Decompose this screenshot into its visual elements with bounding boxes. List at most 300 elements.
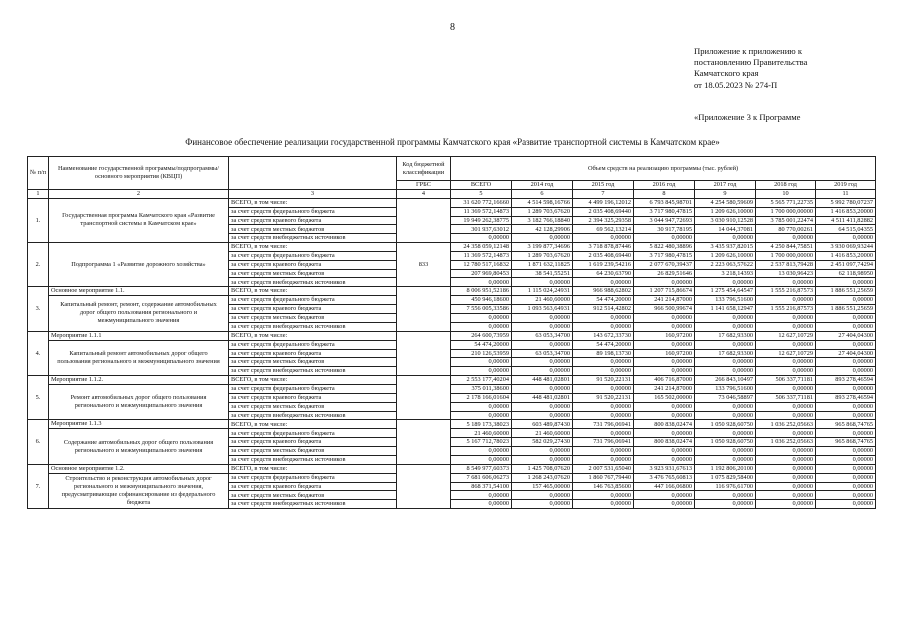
year-amount: 69 562,13214	[573, 225, 634, 234]
year-amount: 0,00000	[695, 313, 756, 322]
year-amount: 0,00000	[695, 322, 756, 331]
year-amount: 1 416 853,20000	[816, 207, 876, 216]
table-row	[28, 296, 876, 305]
year-amount: 3 717 980,47815	[634, 207, 695, 216]
year-amount: 0,00000	[756, 429, 816, 438]
year-amount: 0,00000	[573, 429, 634, 438]
year-amount: 0,00000	[756, 322, 816, 331]
year-amount: 0,00000	[816, 482, 876, 491]
total-amount: 0,00000	[451, 500, 512, 509]
total-amount: 0,00000	[451, 491, 512, 500]
year-amount: 17 682,93300	[695, 331, 756, 340]
funding-source-label: за счет средств внебюджетных источников	[229, 500, 397, 509]
total-amount: 2 178 166,01604	[451, 393, 512, 402]
year-amount: 800 838,02474	[634, 420, 695, 429]
funding-source-label: ВСЕГО, в том числе:	[229, 243, 397, 252]
page-number: 8	[450, 22, 455, 33]
grbs-code	[397, 464, 451, 508]
year-amount: 0,00000	[634, 367, 695, 376]
year-amount: 0,00000	[756, 358, 816, 367]
funding-source-label: за счет средств краевого бюджета	[229, 393, 397, 402]
year-amount: 0,00000	[695, 500, 756, 509]
table-row	[28, 385, 876, 394]
year-amount: 966 500,99674	[634, 305, 695, 314]
year-amount: 1 141 658,12947	[695, 305, 756, 314]
year-amount: 3 717 980,47815	[634, 251, 695, 260]
item-description: Капитальный ремонт, ремонт, содержание автомобильных дорог общего пользования регионального и межмуниципального значения	[49, 296, 229, 331]
column-index: 9	[695, 190, 756, 199]
total-amount: 210 126,53959	[451, 349, 512, 358]
funding-source-label: за счет средств федерального бюджета	[229, 429, 397, 438]
appendix-line: Камчатского края	[694, 68, 759, 79]
year-amount: 5 822 480,38896	[634, 243, 695, 252]
year-amount: 4 514 598,16766	[512, 198, 573, 207]
year-amount: 1 268 243,07620	[512, 473, 573, 482]
item-name: Основное мероприятие 1.1.	[49, 287, 229, 296]
row-number: 6.	[28, 420, 49, 464]
column-index: 10	[756, 190, 816, 199]
year-amount: 0,00000	[816, 367, 876, 376]
year-amount: 506 337,71181	[756, 393, 816, 402]
item-description: Ремонт автомобильных дорог общего пользования регионального и межмуниципального значения	[49, 385, 229, 420]
item-description: Капитальный ремонт автомобильных дорог общего пользования регионального и межмуниципального значения	[49, 340, 229, 375]
year-amount: 582 029,27430	[512, 438, 573, 447]
funding-source-label: за счет средств местных бюджетов	[229, 225, 397, 234]
appendix-block	[694, 46, 807, 91]
year-amount: 241 214,87000	[634, 296, 695, 305]
year-amount: 1 093 563,64931	[512, 305, 573, 314]
year-amount: 3 435 937,82015	[695, 243, 756, 252]
year-amount: 0,00000	[573, 385, 634, 394]
total-amount: 7 556 005,33586	[451, 305, 512, 314]
year-amount: 0,00000	[695, 234, 756, 243]
funding-source-label: за счет средств краевого бюджета	[229, 349, 397, 358]
year-amount: 893 278,46594	[816, 393, 876, 402]
year-amount: 2 394 325,29358	[573, 216, 634, 225]
year-amount: 0,00000	[756, 402, 816, 411]
year-amount: 0,00000	[573, 367, 634, 376]
year-amount: 0,00000	[816, 402, 876, 411]
year-amount: 0,00000	[512, 340, 573, 349]
funding-source-label: за счет средств краевого бюджета	[229, 216, 397, 225]
year-amount: 603 489,87430	[512, 420, 573, 429]
year-amount: 0,00000	[756, 411, 816, 420]
year-amount: 5 565 771,22735	[756, 198, 816, 207]
funding-source-label: за счет средств федерального бюджета	[229, 296, 397, 305]
year-amount: 0,00000	[816, 411, 876, 420]
header-num: № п/п	[28, 157, 49, 190]
item-description: Строительство и реконструкция автомобильных дорог регионального и межмуниципального значения, предусматривающие софинансирование из федерального бюджета	[49, 473, 229, 508]
year-amount: 506 337,71181	[756, 376, 816, 385]
year-amount: 0,00000	[756, 491, 816, 500]
appendix-reference: «Приложение 3 к Программе	[694, 112, 801, 122]
funding-source-label: за счет средств краевого бюджета	[229, 305, 397, 314]
year-amount: 2 451 097,74294	[816, 260, 876, 269]
funding-source-label: ВСЕГО, в том числе:	[229, 198, 397, 207]
row-number: 7.	[28, 464, 49, 508]
table-row	[28, 473, 876, 482]
year-amount: 0,00000	[816, 340, 876, 349]
year-amount: 133 796,51600	[695, 296, 756, 305]
year-amount: 1 871 632,11825	[512, 260, 573, 269]
row-number: 2.	[28, 243, 49, 287]
header-year: 2018 год	[756, 181, 816, 190]
funding-source-label: ВСЕГО, в том числе:	[229, 331, 397, 340]
year-amount: 1 275 454,64547	[695, 287, 756, 296]
year-amount: 965 868,74765	[816, 420, 876, 429]
column-index: 8	[634, 190, 695, 199]
year-amount: 0,00000	[573, 491, 634, 500]
year-amount: 0,00000	[573, 500, 634, 509]
year-amount: 0,00000	[512, 385, 573, 394]
year-amount: 0,00000	[756, 296, 816, 305]
year-amount: 0,00000	[512, 447, 573, 456]
year-amount: 38 541,55251	[512, 269, 573, 278]
year-amount: 6 793 845,98701	[634, 198, 695, 207]
total-amount: 0,00000	[451, 411, 512, 420]
total-amount: 5 167 712,78023	[451, 438, 512, 447]
year-amount: 165 502,00000	[634, 393, 695, 402]
year-amount: 1 075 829,58400	[695, 473, 756, 482]
year-amount: 3 199 877,34696	[512, 243, 573, 252]
year-amount: 0,00000	[816, 322, 876, 331]
year-amount: 0,00000	[695, 340, 756, 349]
year-amount: 0,00000	[634, 278, 695, 287]
year-amount: 800 838,02474	[634, 438, 695, 447]
year-amount: 0,00000	[816, 358, 876, 367]
year-amount: 143 672,33730	[573, 331, 634, 340]
funding-source-label: за счет средств федерального бюджета	[229, 473, 397, 482]
item-description: Содержание автомобильных дорог общего пользования регионального и межмуниципального значения	[49, 429, 229, 464]
total-amount: 207 969,80453	[451, 269, 512, 278]
year-amount: 27 404,04300	[816, 349, 876, 358]
year-amount: 2 077 670,39437	[634, 260, 695, 269]
total-amount: 21 460,60000	[451, 429, 512, 438]
total-amount: 264 600,73959	[451, 331, 512, 340]
funding-source-label: за счет средств внебюджетных источников	[229, 455, 397, 464]
item-name: Подпрограмма 1 «Развитие дорожного хозяйства»	[49, 243, 229, 287]
year-amount: 0,00000	[512, 278, 573, 287]
year-amount: 0,00000	[512, 455, 573, 464]
total-amount: 24 358 059,12148	[451, 243, 512, 252]
row-number: 3.	[28, 287, 49, 331]
funding-source-label: за счет средств местных бюджетов	[229, 447, 397, 456]
year-amount: 0,00000	[816, 234, 876, 243]
funding-source-label: ВСЕГО, в том числе:	[229, 420, 397, 429]
year-amount: 0,00000	[634, 447, 695, 456]
year-amount: 116 976,61700	[695, 482, 756, 491]
table-row	[28, 376, 876, 385]
item-name: Государственная программа Камчатского края «Развитие транспортной системы в Камчатском крае»	[49, 198, 229, 242]
funding-source-label: за счет средств федерального бюджета	[229, 385, 397, 394]
year-amount: 2 537 813,79428	[756, 260, 816, 269]
year-amount: 27 404,04300	[816, 331, 876, 340]
year-amount: 0,00000	[756, 500, 816, 509]
year-amount: 241 214,87000	[634, 385, 695, 394]
year-amount: 0,00000	[512, 411, 573, 420]
year-amount: 0,00000	[573, 278, 634, 287]
funding-source-label: за счет средств местных бюджетов	[229, 491, 397, 500]
year-amount: 0,00000	[634, 402, 695, 411]
funding-source-label: ВСЕГО, в том числе:	[229, 464, 397, 473]
year-amount: 1 050 928,60750	[695, 420, 756, 429]
year-amount: 4 499 196,12012	[573, 198, 634, 207]
item-name: Основное мероприятие 1.2.	[49, 464, 229, 473]
year-amount: 0,00000	[634, 340, 695, 349]
total-amount: 31 620 772,16660	[451, 198, 512, 207]
header-year: 2016 год	[634, 181, 695, 190]
year-amount: 0,00000	[695, 429, 756, 438]
year-amount: 1 886 551,25659	[816, 287, 876, 296]
year-amount: 3 930 069,93244	[816, 243, 876, 252]
column-index-row	[28, 190, 876, 199]
year-amount: 17 682,93300	[695, 349, 756, 358]
funding-source-label: за счет средств внебюджетных источников	[229, 278, 397, 287]
table-row	[28, 464, 876, 473]
year-amount: 0,00000	[816, 385, 876, 394]
year-amount: 3 923 931,67613	[634, 464, 695, 473]
total-amount: 11 369 572,14873	[451, 251, 512, 260]
year-amount: 1 289 703,67620	[512, 251, 573, 260]
year-amount: 26 829,51646	[634, 269, 695, 278]
year-amount: 0,00000	[816, 313, 876, 322]
table-row	[28, 331, 876, 340]
header-grbs: ГРБС	[397, 181, 451, 190]
header-volume: Объем средств на реализацию программы (тыс. рублей)	[451, 157, 876, 181]
year-amount: 0,00000	[634, 322, 695, 331]
year-amount: 1 115 024,24931	[512, 287, 573, 296]
year-amount: 0,00000	[634, 234, 695, 243]
funding-source-label: за счет средств местных бюджетов	[229, 269, 397, 278]
year-amount: 0,00000	[512, 402, 573, 411]
year-amount: 893 278,46594	[816, 376, 876, 385]
year-amount: 0,00000	[634, 313, 695, 322]
year-amount: 0,00000	[816, 429, 876, 438]
year-amount: 1 036 252,05663	[756, 420, 816, 429]
funding-source-label: за счет средств местных бюджетов	[229, 358, 397, 367]
table-row	[28, 420, 876, 429]
year-amount: 0,00000	[695, 411, 756, 420]
table-row	[28, 243, 876, 252]
year-amount: 0,00000	[573, 358, 634, 367]
year-amount: 0,00000	[756, 313, 816, 322]
finance-table	[27, 156, 876, 509]
funding-source-label: за счет средств краевого бюджета	[229, 260, 397, 269]
year-amount: 5 992 780,07237	[816, 198, 876, 207]
funding-source-label: за счет средств местных бюджетов	[229, 402, 397, 411]
year-amount: 63 053,34700	[512, 331, 573, 340]
year-amount: 0,00000	[634, 491, 695, 500]
year-amount: 1 289 703,67620	[512, 207, 573, 216]
year-amount: 3 785 001,22474	[756, 216, 816, 225]
year-amount: 1 192 806,20100	[695, 464, 756, 473]
year-amount: 0,00000	[756, 234, 816, 243]
row-number: 4.	[28, 331, 49, 375]
year-amount: 1 555 216,87573	[756, 287, 816, 296]
grbs-code: 833	[397, 243, 451, 287]
year-amount: 0,00000	[756, 340, 816, 349]
year-amount: 30 917,78195	[634, 225, 695, 234]
year-amount: 0,00000	[816, 491, 876, 500]
total-amount: 0,00000	[451, 322, 512, 331]
header-col3	[229, 157, 397, 190]
year-amount: 1 700 000,00000	[756, 207, 816, 216]
total-amount: 54 474,20000	[451, 340, 512, 349]
item-name: Мероприятие 1.1.3	[49, 420, 229, 429]
row-number: 1.	[28, 198, 49, 242]
total-amount: 0,00000	[451, 367, 512, 376]
year-amount: 0,00000	[634, 358, 695, 367]
year-amount: 1 050 928,60750	[695, 438, 756, 447]
year-amount: 80 770,00261	[756, 225, 816, 234]
funding-source-label: за счет средств внебюджетных источников	[229, 367, 397, 376]
funding-source-label: ВСЕГО, в том числе:	[229, 287, 397, 296]
year-amount: 1 416 853,20000	[816, 251, 876, 260]
year-amount: 1 619 239,54216	[573, 260, 634, 269]
year-amount: 0,00000	[512, 491, 573, 500]
year-amount: 731 796,06941	[573, 420, 634, 429]
year-amount: 0,00000	[695, 358, 756, 367]
year-amount: 731 796,06941	[573, 438, 634, 447]
year-amount: 0,00000	[634, 455, 695, 464]
column-index: 2	[49, 190, 229, 199]
year-amount: 64 230,63790	[573, 269, 634, 278]
funding-source-label: за счет средств федерального бюджета	[229, 251, 397, 260]
year-amount: 0,00000	[816, 278, 876, 287]
year-amount: 3 182 766,18840	[512, 216, 573, 225]
year-amount: 160,97200	[634, 331, 695, 340]
total-amount: 5 189 173,38023	[451, 420, 512, 429]
column-index: 7	[573, 190, 634, 199]
year-amount: 0,00000	[573, 313, 634, 322]
grbs-code	[397, 331, 451, 375]
year-amount: 0,00000	[634, 500, 695, 509]
column-index: 3	[229, 190, 397, 199]
year-amount: 64 515,04355	[816, 225, 876, 234]
total-amount: 7 681 606,06273	[451, 473, 512, 482]
column-index: 1	[28, 190, 49, 199]
total-amount: 0,00000	[451, 455, 512, 464]
year-amount: 406 716,87000	[634, 376, 695, 385]
year-amount: 0,00000	[634, 429, 695, 438]
header-year: 2019 год	[816, 181, 876, 190]
funding-source-label: за счет средств внебюджетных источников	[229, 234, 397, 243]
year-amount: 0,00000	[816, 296, 876, 305]
year-amount: 966 988,62802	[573, 287, 634, 296]
year-amount: 1 425 708,07620	[512, 464, 573, 473]
year-amount: 1 209 626,10000	[695, 207, 756, 216]
year-amount: 1 700 000,00000	[756, 251, 816, 260]
year-amount: 2 007 531,65040	[573, 464, 634, 473]
year-amount: 42 128,29906	[512, 225, 573, 234]
year-amount: 0,00000	[756, 473, 816, 482]
year-amount: 447 166,06800	[634, 482, 695, 491]
funding-source-label: за счет средств федерального бюджета	[229, 340, 397, 349]
header-year: 2015 год	[573, 181, 634, 190]
grbs-code	[397, 198, 451, 242]
total-amount: 301 937,63012	[451, 225, 512, 234]
year-amount: 146 763,85600	[573, 482, 634, 491]
year-amount: 14 044,37081	[695, 225, 756, 234]
total-amount: 8 006 951,52186	[451, 287, 512, 296]
year-amount: 0,00000	[756, 385, 816, 394]
year-amount: 0,00000	[573, 322, 634, 331]
year-amount: 0,00000	[756, 482, 816, 491]
row-number: 5.	[28, 376, 49, 420]
year-amount: 912 514,42802	[573, 305, 634, 314]
year-amount: 63 053,34700	[512, 349, 573, 358]
year-amount: 1 036 252,05663	[756, 438, 816, 447]
funding-source-label: ВСЕГО, в том числе:	[229, 376, 397, 385]
header-total: ВСЕГО	[451, 181, 512, 190]
year-amount: 0,00000	[756, 464, 816, 473]
header-name: Наименование государственной программы/подпрограммы/основного мероприятия (КВЦП)	[49, 157, 229, 190]
year-amount: 157 465,00000	[512, 482, 573, 491]
table-row	[28, 198, 876, 207]
funding-source-label: за счет средств краевого бюджета	[229, 482, 397, 491]
document-title: Финансовое обеспечение реализации государственной программы Камчатского края «Развитие транспортной системы в Камчатском крае»	[185, 137, 720, 147]
header-year: 2017 год	[695, 181, 756, 190]
year-amount: 0,00000	[816, 447, 876, 456]
year-amount: 0,00000	[695, 491, 756, 500]
year-amount: 0,00000	[573, 411, 634, 420]
year-amount: 3 218,14393	[695, 269, 756, 278]
year-amount: 0,00000	[816, 500, 876, 509]
column-index: 6	[512, 190, 573, 199]
year-amount: 0,00000	[573, 234, 634, 243]
year-amount: 0,00000	[816, 464, 876, 473]
funding-source-label: за счет средств краевого бюджета	[229, 438, 397, 447]
year-amount: 0,00000	[573, 455, 634, 464]
item-name: Мероприятие 1.1.1	[49, 331, 229, 340]
year-amount: 91 520,22131	[573, 393, 634, 402]
year-amount: 62 118,98950	[816, 269, 876, 278]
year-amount: 4 250 844,75851	[756, 243, 816, 252]
year-amount: 0,00000	[512, 367, 573, 376]
year-amount: 91 520,22131	[573, 376, 634, 385]
year-amount: 4 511 411,82882	[816, 216, 876, 225]
year-amount: 0,00000	[634, 411, 695, 420]
grbs-code	[397, 376, 451, 420]
total-amount: 375 011,38600	[451, 385, 512, 394]
year-amount: 12 627,10729	[756, 349, 816, 358]
year-amount: 2 035 408,69440	[573, 207, 634, 216]
year-amount: 0,00000	[573, 402, 634, 411]
year-amount: 73 046,58897	[695, 393, 756, 402]
year-amount: 0,00000	[512, 500, 573, 509]
year-amount: 3 044 947,72693	[634, 216, 695, 225]
column-index: 5	[451, 190, 512, 199]
year-amount: 133 796,51600	[695, 385, 756, 394]
funding-source-label: за счет средств внебюджетных источников	[229, 322, 397, 331]
appendix-line: от 18.05.2023 № 274-П	[694, 79, 778, 90]
total-amount: 19 949 262,38775	[451, 216, 512, 225]
year-amount: 3 476 765,60813	[634, 473, 695, 482]
year-amount: 13 030,96423	[756, 269, 816, 278]
year-amount: 2 223 063,57622	[695, 260, 756, 269]
year-amount: 0,00000	[695, 455, 756, 464]
total-amount: 0,00000	[451, 234, 512, 243]
header-code: Код бюджетной классификации	[397, 157, 451, 181]
total-amount: 0,00000	[451, 313, 512, 322]
year-amount: 2 035 408,69440	[573, 251, 634, 260]
year-amount: 54 474,20000	[573, 340, 634, 349]
year-amount: 0,00000	[756, 278, 816, 287]
table-row	[28, 287, 876, 296]
year-amount: 21 460,60000	[512, 296, 573, 305]
year-amount: 0,00000	[695, 278, 756, 287]
column-index: 11	[816, 190, 876, 199]
